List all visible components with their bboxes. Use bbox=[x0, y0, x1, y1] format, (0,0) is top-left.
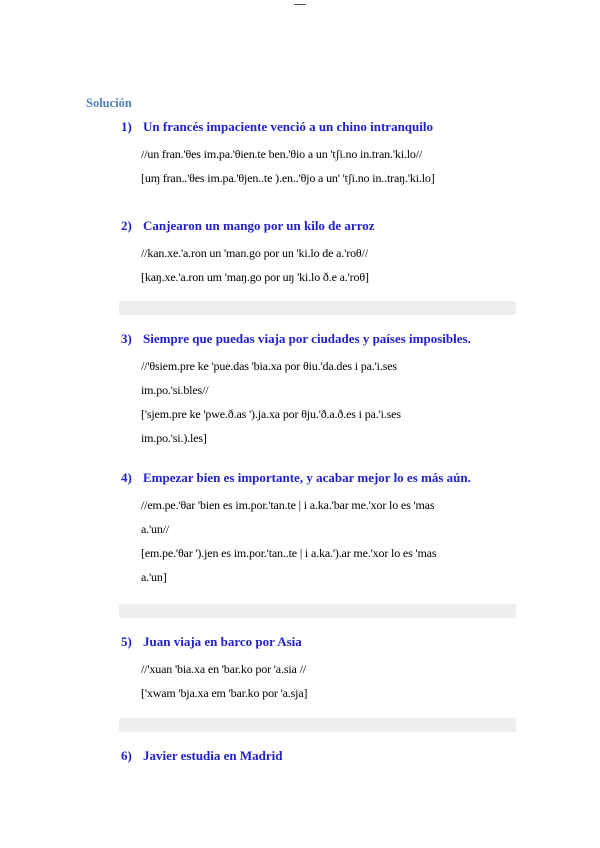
exercise-title bbox=[121, 217, 521, 235]
exercise-sentence: Un francés impaciente venció a un chino intranquilo bbox=[143, 119, 433, 134]
top-page-mark bbox=[294, 0, 306, 5]
phonetic-transcription-cont: im.po.'si.).les] bbox=[141, 431, 207, 445]
phonetic-transcription: ['sjem.pre ke 'pwe.ð.as ').ja.xa por θju.'ð.a.ð.es i pa.'i.ses bbox=[141, 407, 401, 421]
section-heading: Solución bbox=[86, 96, 132, 110]
exercise-item-3 bbox=[121, 330, 521, 450]
exercise-title bbox=[121, 330, 521, 348]
exercise-number: 5) bbox=[121, 634, 132, 649]
phonetic-transcription: ['xwam 'bja.xa em 'bar.ko por 'a.sja] bbox=[141, 686, 308, 700]
phonological-transcription: //'xuan 'bia.xa en 'bar.ko por 'a.sia // bbox=[141, 662, 306, 676]
phonological-transcription: //un fran.'θes im.pa.'θien.te ben.'θio a un 'tʃi.no in.tran.'ki.lo// bbox=[141, 147, 423, 161]
exercise-number: 3) bbox=[121, 331, 132, 346]
phonological-transcription-cont: a.'un// bbox=[141, 522, 170, 536]
phonetic-transcription: [em.pe.'θar ').jen es im.por.'tan..te | i a.ka.').ar me.'xor lo es 'mas bbox=[141, 546, 437, 560]
exercise-sentence: Siempre que puedas viaja por ciudades y países imposibles. bbox=[143, 331, 471, 346]
exercise-sentence: Empezar bien es importante, y acabar mejor lo es más aún. bbox=[143, 470, 471, 485]
shaded-separator bbox=[119, 604, 516, 618]
exercise-sentence: Javier estudia en Madrid bbox=[143, 748, 283, 763]
exercise-title bbox=[121, 633, 521, 651]
shaded-separator bbox=[119, 718, 516, 732]
exercise-title bbox=[121, 118, 521, 136]
exercise-title bbox=[121, 469, 521, 487]
phonological-transcription: //em.pe.'θar 'bien es im.por.'tan.te | i a.ka.'bar me.'xor lo es 'mas bbox=[141, 498, 435, 512]
exercise-number: 1) bbox=[121, 119, 132, 134]
exercise-item-4 bbox=[121, 469, 521, 589]
phonological-transcription: //'θsiem.pre ke 'pue.das 'bia.xa por θiu.'da.des i pa.'i.ses bbox=[141, 359, 397, 373]
exercise-sentence: Canjearon un mango por un kilo de arroz bbox=[143, 218, 375, 233]
exercise-item-2 bbox=[121, 217, 521, 289]
phonetic-transcription: [kaŋ.xe.'a.ron um 'maŋ.go por uŋ 'ki.lo ð.e a.'roθ] bbox=[141, 270, 369, 284]
shaded-separator bbox=[119, 301, 516, 315]
exercise-item-5 bbox=[121, 633, 521, 705]
exercise-number: 6) bbox=[121, 748, 132, 763]
exercise-title bbox=[121, 747, 521, 765]
phonetic-transcription: [uɱ fran..'θes im.pa.'θjen..te ).en..'θjo a un' 'tʃi.no in..traŋ.'ki.lo] bbox=[141, 171, 435, 185]
exercise-item-1 bbox=[121, 118, 521, 190]
exercise-number: 4) bbox=[121, 470, 132, 485]
phonetic-transcription-cont: a.'un] bbox=[141, 570, 167, 584]
phonological-transcription-cont: im.po.'si.bles// bbox=[141, 383, 209, 397]
exercise-sentence: Juan viaja en barco por Asia bbox=[143, 634, 302, 649]
phonological-transcription: //kan.xe.'a.ron un 'man.go por un 'ki.lo de a.'roθ// bbox=[141, 246, 368, 260]
exercise-number: 2) bbox=[121, 218, 132, 233]
exercise-item-6 bbox=[121, 747, 521, 765]
